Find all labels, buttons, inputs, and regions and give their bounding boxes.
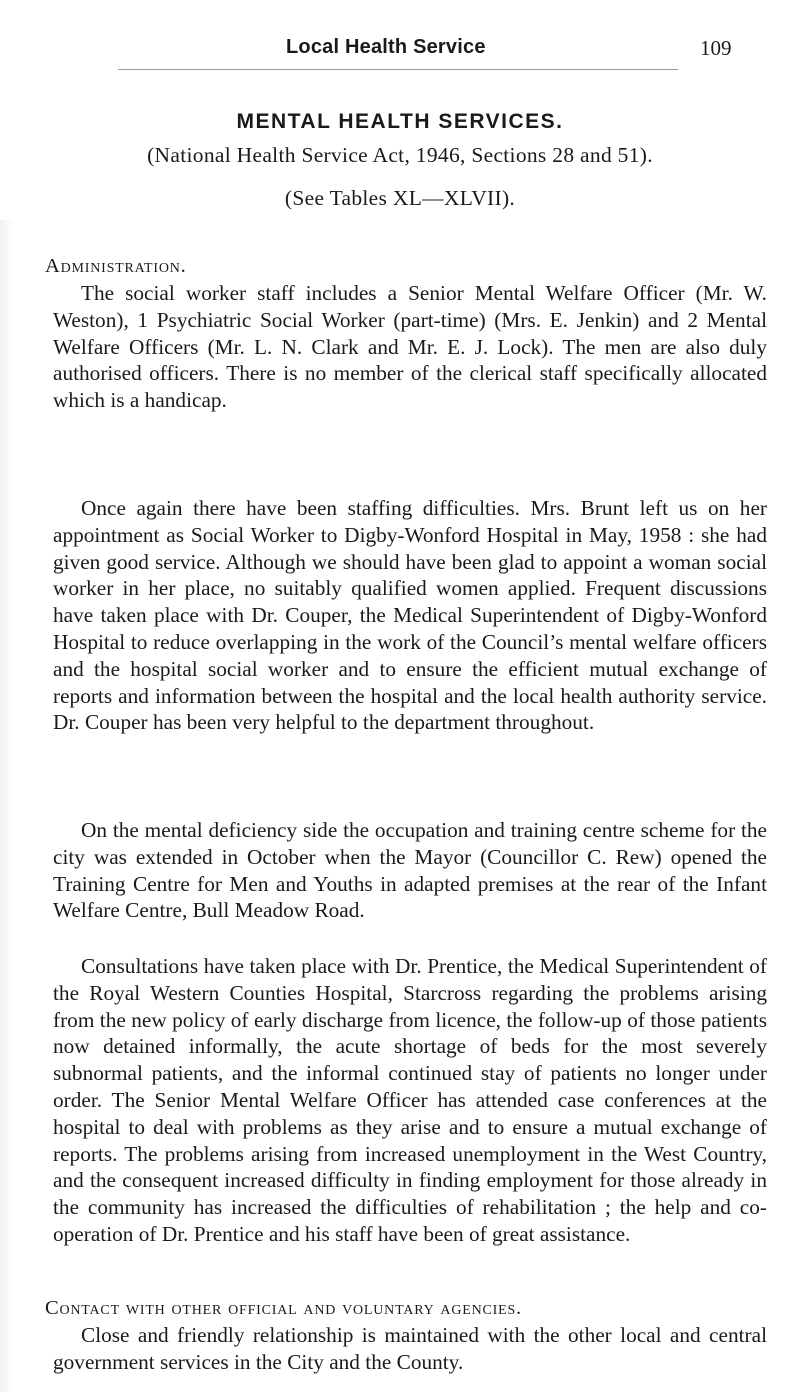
paragraph-staffing-difficulties: Once again there have been staffing difficulties. Mrs. Brunt left us on her appointment as Social Worker to Digby-Wonford Hospital in May, 1958 : she had given good service. Although we should have been glad to appoint a woman social worker in her place, no suitably qualified women applied. Frequent discussions have taken place with Dr. Couper, the Medical Superintendent of Digby-Wonford Hospital to reduce overlapping in the work of the Council’s mental welfare officers and the hospital social worker and to ensure the efficient mutual exchange of reports and information between the hospital and the local health authority service. Dr. Couper has been very helpful to the department throughout. (53, 496, 767, 735)
paragraph-consultations: Consultations have taken place with Dr. Prentice, the Medical Superintendent of the Royal Western Counties Hospital, Starcross regarding the problems arising from the new policy of early discharge from licence, the follow-up of those patients now detained informally, the acute shortage of beds for the most severely subnormal patients, and the informal continued stay of patients no longer under order. The Senior Mental Welfare Officer has attended case conferences at the hospital to deal with problems as they arise and to ensure a mutual exchange of reports. The problems arising from increased unemployment in the West Country, and the consequent increased difficulty in finding employment for those already in the community has increased the difficulties of rehabilitation ; the help and co-operation of Dr. Prentice and his staff have been of great assistance. (53, 954, 767, 1246)
section-heading-administration: Administration. (45, 255, 187, 277)
page-title: MENTAL HEALTH SERVICES. (236, 110, 564, 133)
paragraph-contact: Close and friendly relationship is maintained with the other local and central government services in the City and the County. (53, 1323, 767, 1374)
tables-reference: (See Tables XL—XLVII). (284, 186, 516, 210)
section-heading-contact: Contact with other official and voluntary agencies. (45, 1297, 522, 1319)
header-rule (118, 69, 678, 70)
running-title: Local Health Service (286, 36, 486, 58)
paragraph-training-centre: On the mental deficiency side the occupation and training centre scheme for the city was extended in October when the Mayor (Councillor C. Rew) opened the Training Centre for Men and Youths in adapted premises at the rear of the Infant Welfare Centre, Bull Meadow Road. (53, 818, 767, 923)
paragraph-staff: The social worker staff includes a Senior Mental Welfare Officer (Mr. W. Weston), 1 Psychiatric Social Worker (part-time) (Mrs. E. Jenkin) and 2 Mental Welfare Officers (Mr. L. N. Clark and Mr. E. J. Lock). The men are also duly authorised officers. There is no member of the clerical staff specifically allocated which is a handicap. (53, 281, 767, 413)
running-header (0, 36, 800, 66)
page-number: 109 (700, 36, 732, 60)
act-reference: (National Health Service Act, 1946, Sections 28 and 51). (147, 143, 653, 167)
page-margin-shadow (0, 220, 14, 1392)
